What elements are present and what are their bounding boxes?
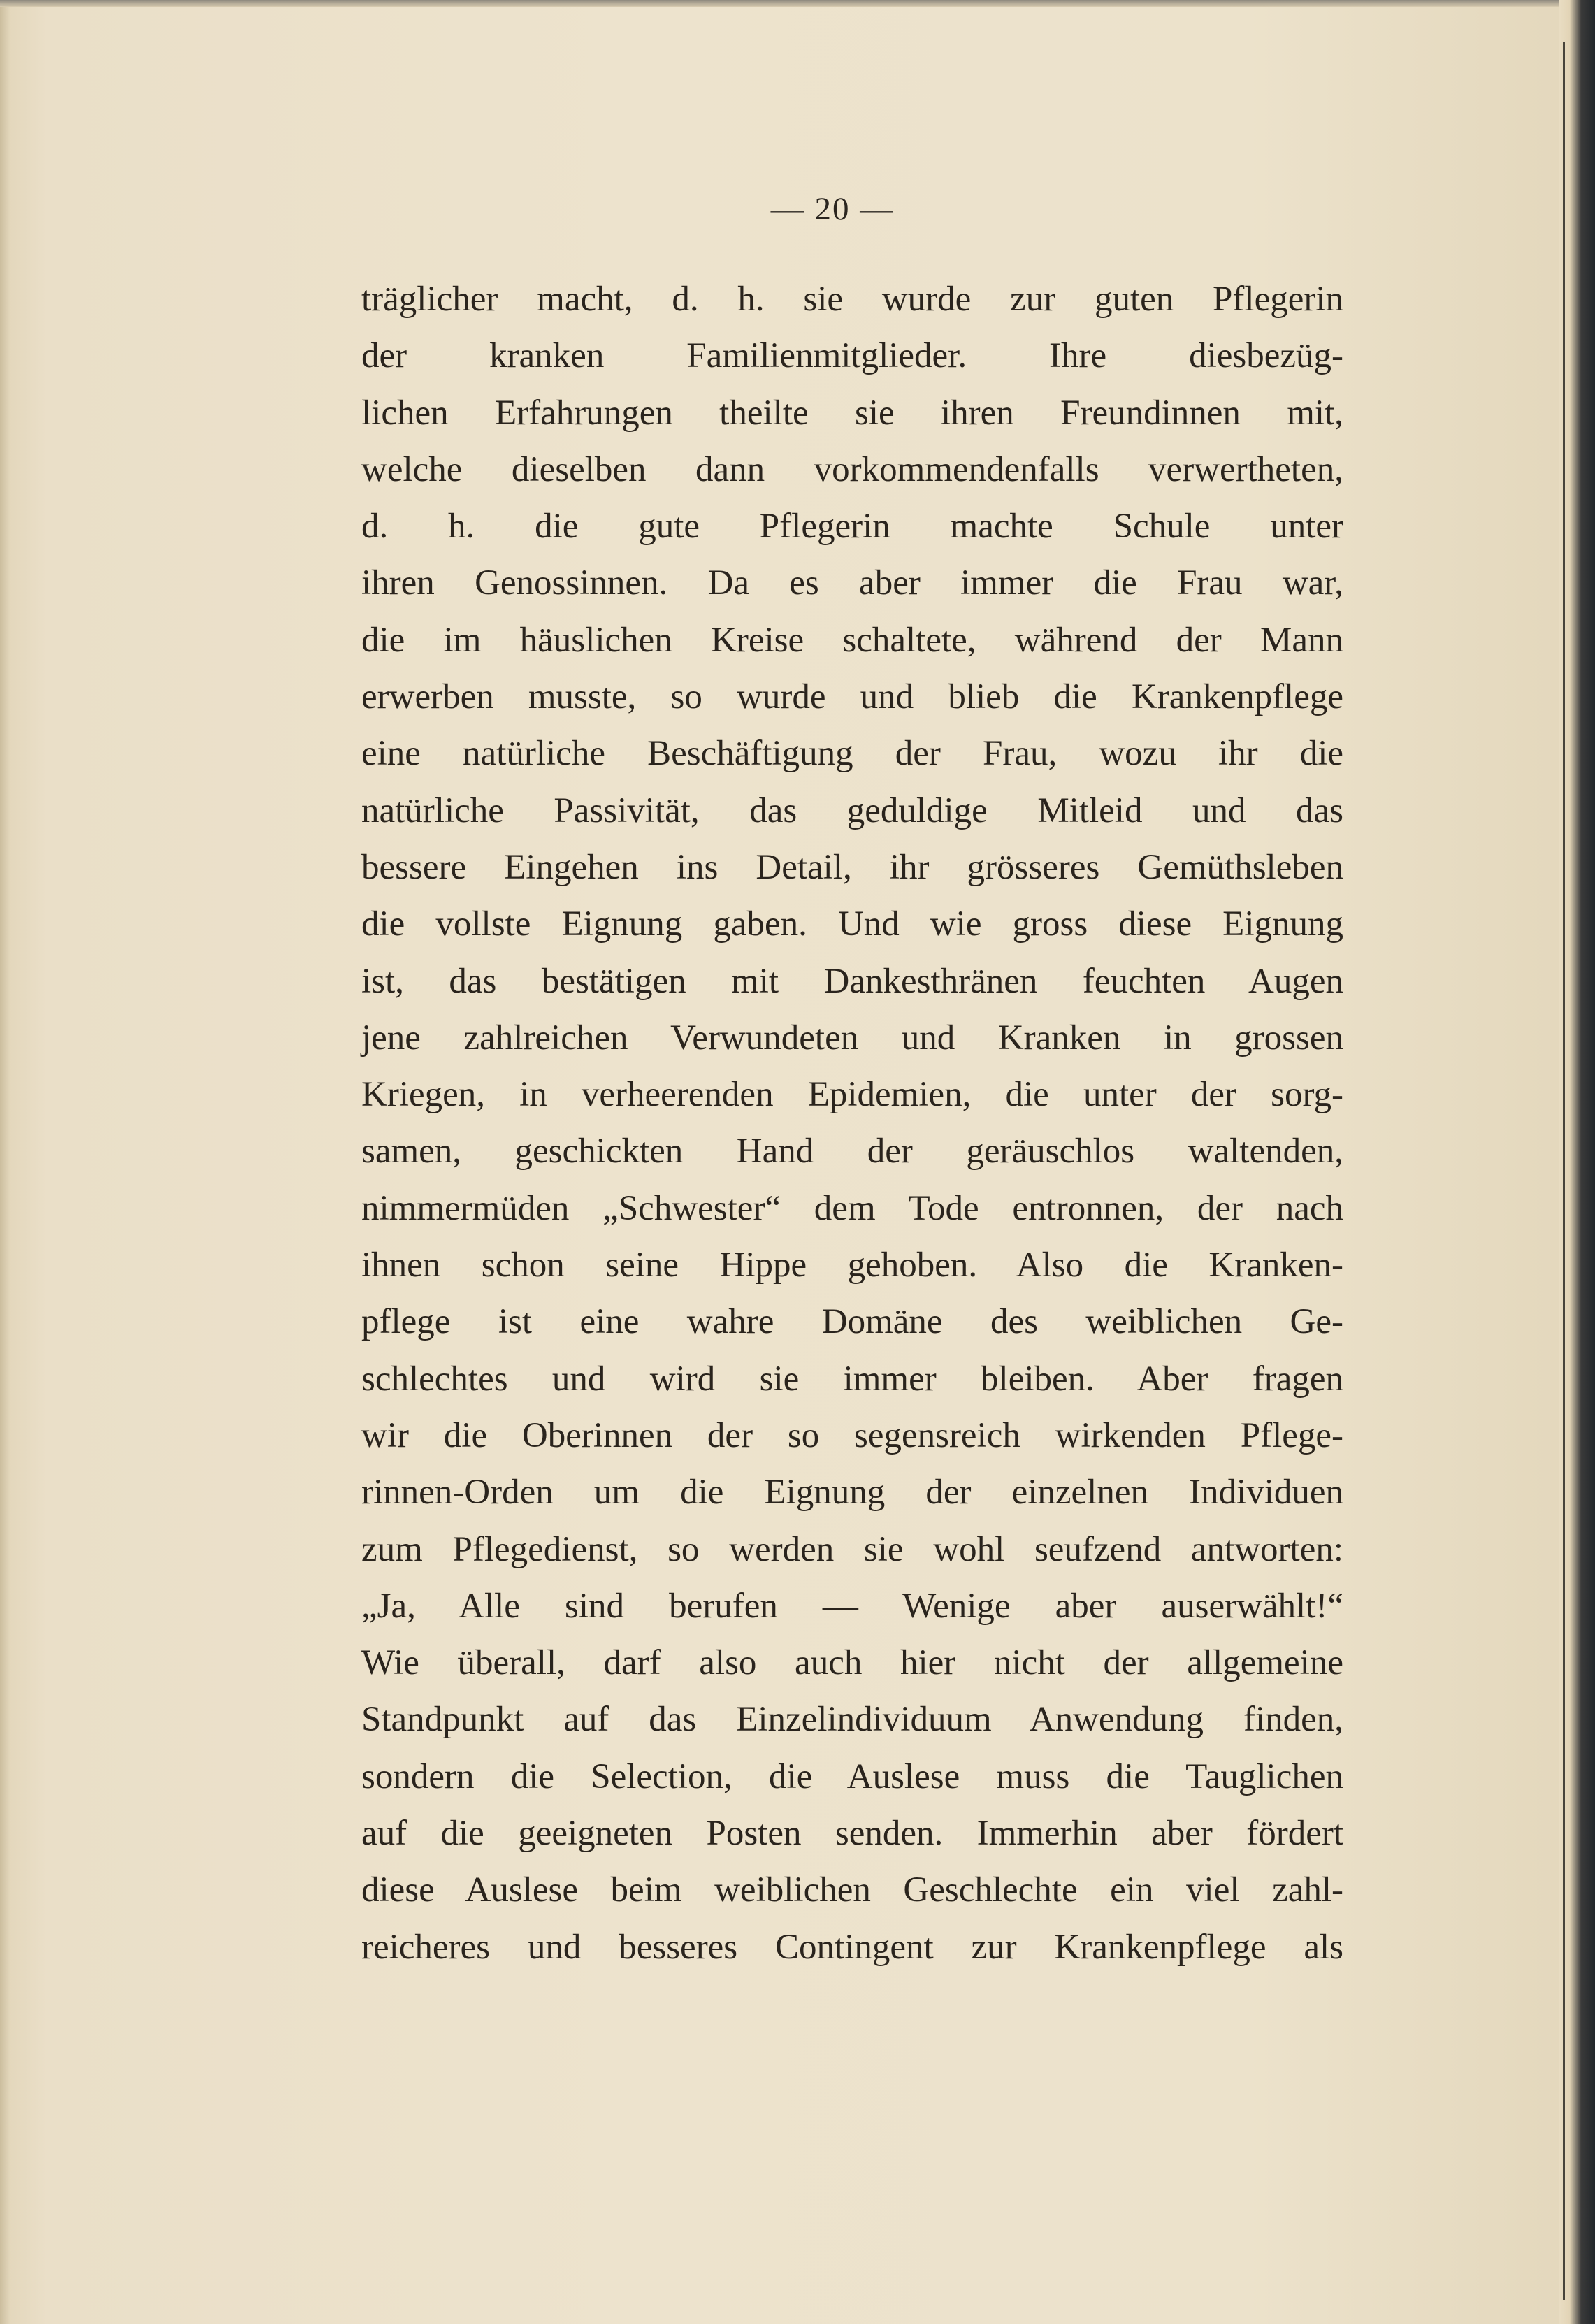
spine-gutter-line <box>1563 42 1565 2300</box>
text-line: wir die Oberinnen der so segensreich wirkenden Pflege- <box>361 1415 1343 1455</box>
text-line: zum Pflegedienst, so werden sie wohl seufzend antworten: <box>361 1529 1343 1569</box>
text-line: Standpunkt auf das Einzelindividuum Anwendung finden, <box>361 1700 1343 1740</box>
text-line: rinnen-Orden um die Eignung der einzelnen Individuen <box>361 1473 1343 1513</box>
page-left-edge <box>0 0 10 2324</box>
text-line: ist, das bestätigen mit Dankesthränen feuchten Augen <box>361 961 1343 1001</box>
text-line: auf die geeigneten Posten senden. Immerhin aber fördert <box>361 1814 1343 1854</box>
text-line: sondern die Selection, die Auslese muss die Tauglichen <box>361 1756 1343 1796</box>
text-line: Wie überall, darf also auch hier nicht der allgemeine <box>361 1643 1343 1683</box>
text-line: ihren Genossinnen. Da es aber immer die Frau war, <box>361 563 1343 603</box>
page-top-edge <box>0 0 1559 7</box>
text-line: welche dieselben dann vorkommendenfalls verwertheten, <box>361 449 1343 489</box>
text-line: diese Auslese beim weiblichen Geschlechte ein viel zahl- <box>361 1870 1343 1910</box>
text-line: die im häuslichen Kreise schaltete, während der Mann <box>361 620 1343 660</box>
text-line: d. h. die gute Pflegerin machte Schule unter <box>361 507 1343 547</box>
text-line: jene zahlreichen Verwundeten und Kranken in grossen <box>361 1018 1343 1058</box>
text-line: träglicher macht, d. h. sie wurde zur guten Pflegerin <box>361 280 1343 319</box>
text-line: bessere Eingehen ins Detail, ihr grösseres Gemüthsleben <box>361 847 1343 887</box>
text-line: Kriegen, in verheerenden Epidemien, die unter der sorg- <box>361 1075 1343 1115</box>
text-line: lichen Erfahrungen theilte sie ihren Freundinnen mit, <box>361 393 1343 433</box>
text-line: der kranken Familienmitglieder. Ihre diesbezüg- <box>361 336 1343 376</box>
text-line: eine natürliche Beschäftigung der Frau, wozu ihr die <box>361 734 1343 774</box>
text-line: schlechtes und wird sie immer bleiben. Aber fragen <box>361 1359 1343 1399</box>
text-line: samen, geschickten Hand der geräuschlos waltenden, <box>361 1132 1343 1171</box>
text-line: ihnen schon seine Hippe gehoben. Also die Kranken- <box>361 1246 1343 1285</box>
page-number: — 20 — <box>770 191 895 227</box>
text-line: die vollste Eignung gaben. Und wie gross diese Eignung <box>361 904 1343 944</box>
text-line: nimmermüden „Schwester“ dem Tode entronnen, der nach <box>361 1188 1343 1228</box>
body-text <box>361 271 1343 1976</box>
text-line: reicheres und besseres Contingent zur Krankenpflege als <box>361 1927 1343 1967</box>
text-line: „Ja, Alle sind berufen — Wenige aber auserwählt!“ <box>361 1586 1343 1626</box>
text-line: erwerben musste, so wurde und blieb die Krankenpflege <box>361 677 1343 717</box>
text-line: natürliche Passivität, das geduldige Mitleid und das <box>361 791 1343 830</box>
text-line: pflege ist eine wahre Domäne des weiblichen Ge- <box>361 1302 1343 1342</box>
